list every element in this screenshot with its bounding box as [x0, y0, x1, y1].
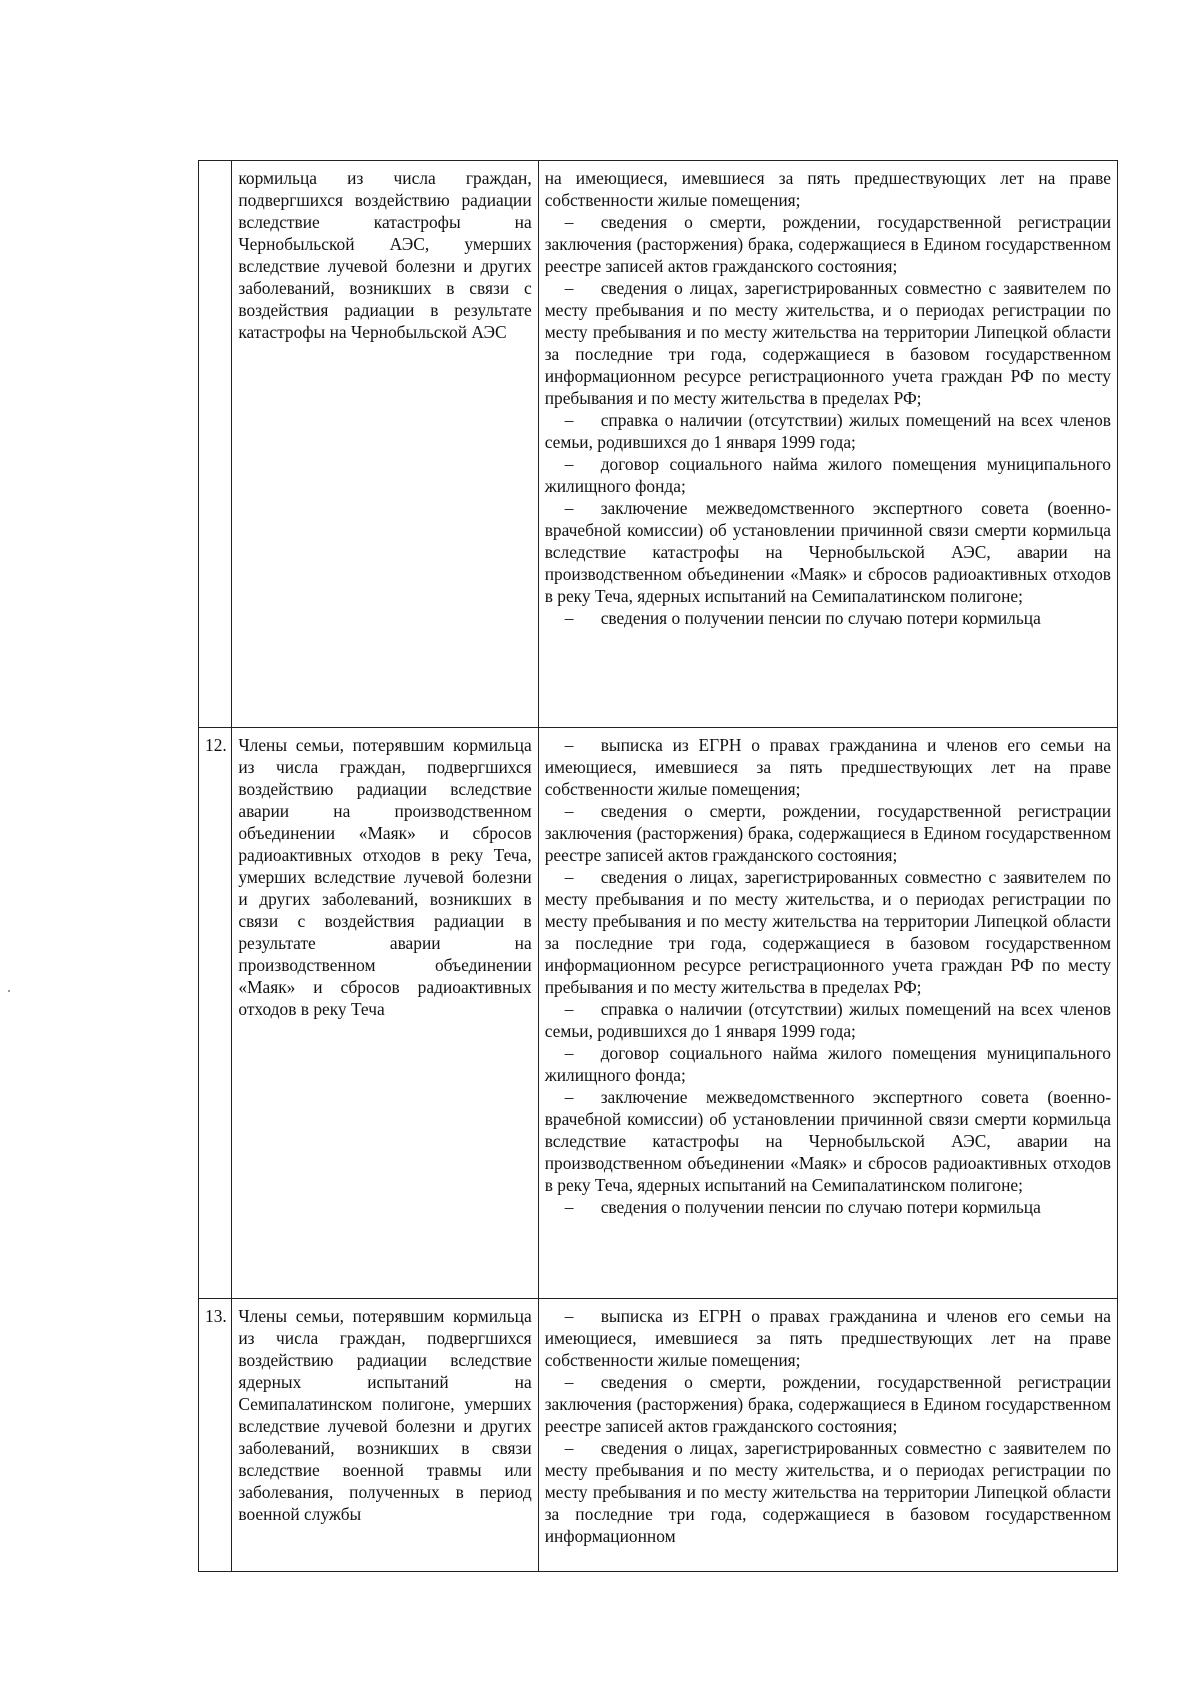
document-item — [545, 1437, 1111, 1547]
dash-marker: – — [564, 608, 574, 628]
document-item-text: сведения о получении пенсии по случаю потери кормильца — [600, 1197, 1041, 1217]
document-item — [545, 1196, 1111, 1218]
document-item-text: выписка из ЕГРН о правах гражданина и членов его семьи на имеющиеся, имевшиеся за пять предшествующих лет на праве собственности жилые помещения; — [544, 1306, 1111, 1370]
scan-speck — [8, 990, 10, 992]
document-item-text: сведения о лицах, зарегистрированных совместно с заявителем по месту пребывания и по месту жительства, и о периодах регистрации по месту пребывания и по месту жительства на территории Липецкой области за последние три года, содержащиеся в базовом государственном информационном — [544, 1438, 1111, 1546]
document-item-text: заключение межведомственного экспертного совета (военно-врачебной комиссии) об установлении причинной связи смерти кормильца вследствие катастрофы на Чернобыльской АЭС, аварии на производственном объединении «Маяк» и сбросов радиоактивных отходов в реку Теча, ядерных испытаний на Семипалатинском полигоне; — [544, 1087, 1111, 1195]
document-item-text: сведения о получении пенсии по случаю потери кормильца — [600, 608, 1041, 628]
document-item-text: справка о наличии (отсутствии) жилых помещений на всех членов семьи, родившихся до 1 января 1999 года; — [544, 999, 1111, 1041]
document-item — [545, 1371, 1111, 1437]
category-text: кормильца из числа граждан, подвергшихся воздействию радиации вследствие катастрофы на Чернобыльской АЭС, умерших вследствие лучевой болезни и других заболеваний, возникших в связи с воздействия радиации в результате катастрофы на Чернобыльской АЭС — [238, 168, 532, 342]
documents-cell — [538, 161, 1117, 728]
document-item-text: договор социального найма жилого помещения муниципального жилищного фонда; — [544, 1043, 1111, 1085]
table-row — [199, 161, 1118, 728]
category-cell — [232, 161, 538, 728]
documents-table-body — [199, 161, 1118, 1572]
document-item — [545, 453, 1111, 497]
dash-marker: – — [564, 801, 574, 821]
document-item — [545, 866, 1111, 998]
dash-marker: – — [564, 410, 574, 430]
document-item — [545, 734, 1111, 800]
category-cell — [232, 728, 538, 1299]
document-item — [545, 409, 1111, 453]
dash-marker: – — [564, 867, 574, 887]
table-row — [199, 728, 1118, 1299]
dash-marker: – — [564, 1043, 574, 1063]
documents-table — [198, 160, 1118, 1572]
document-item — [545, 277, 1111, 409]
category-text: Члены семьи, потерявшим кормильца из числа граждан, подвергшихся воздействию радиации вследствие ядерных испытаний на Семипалатинском полигоне, умерших вследствие лучевой болезни и других заболеваний, возникших в связи вследствие военной травмы или заболевания, полученных в период военной службы — [238, 1306, 532, 1524]
dash-marker: – — [564, 278, 574, 298]
document-item-continued: на имеющиеся, имевшиеся за пять предшествующих лет на праве собственности жилые помещения; — [544, 168, 1111, 210]
dash-marker: – — [564, 1087, 574, 1107]
table-row — [199, 1299, 1118, 1572]
documents-cell — [538, 728, 1117, 1299]
document-item-text: справка о наличии (отсутствии) жилых помещений на всех членов семьи, родившихся до 1 января 1999 года; — [544, 410, 1111, 452]
dash-marker: – — [564, 735, 574, 755]
document-item — [545, 211, 1111, 277]
document-item — [545, 1305, 1111, 1371]
document-item — [545, 607, 1111, 629]
document-item-text: сведения о лицах, зарегистрированных совместно с заявителем по месту пребывания и по месту жительства, и о периодах регистрации по месту пребывания и по месту жительства на территории Липецкой области за последние три года, содержащиеся в базовом государственном информационном ресурсе регистрационного учета граждан РФ по месту пребывания и по месту жительства в пределах РФ; — [544, 867, 1111, 997]
row-number: 12. — [199, 728, 232, 1299]
document-item — [545, 1042, 1111, 1086]
dash-marker: – — [564, 498, 574, 518]
document-item-text: сведения о лицах, зарегистрированных совместно с заявителем по месту пребывания и по месту жительства, и о периодах регистрации по месту пребывания и по месту жительства на территории Липецкой области за последние три года, содержащиеся в базовом государственном информационном ресурсе регистрационного учета граждан РФ по месту пребывания и по месту жительства в пределах РФ; — [544, 278, 1111, 408]
document-item-text: договор социального найма жилого помещения муниципального жилищного фонда; — [544, 454, 1111, 496]
category-text: Члены семьи, потерявшим кормильца из числа граждан, подвергшихся воздействию радиации вследствие аварии на производственном объединении «Маяк» и сбросов радиоактивных отходов в реку Теча, умерших вследствие лучевой болезни и других заболеваний, возникших в связи с воздействия радиации в результате аварии на производственном объединении «Маяк» и сбросов радиоактивных отходов в реку Теча — [238, 735, 532, 1019]
dash-marker: – — [564, 1306, 574, 1326]
document-item — [545, 1086, 1111, 1196]
document-item — [545, 998, 1111, 1042]
dash-marker: – — [564, 1438, 574, 1458]
dash-marker: – — [564, 1197, 574, 1217]
document-item-text: выписка из ЕГРН о правах гражданина и членов его семьи на имеющиеся, имевшиеся за пять предшествующих лет на праве собственности жилые помещения; — [544, 735, 1111, 799]
document-item-text: сведения о смерти, рождении, государственной регистрации заключения (расторжения) брака, содержащиеся в Едином государственном реестре записей актов гражданского состояния; — [544, 212, 1111, 276]
document-item-text: сведения о смерти, рождении, государственной регистрации заключения (расторжения) брака, содержащиеся в Едином государственном реестре записей актов гражданского состояния; — [544, 801, 1111, 865]
dash-marker: – — [564, 999, 574, 1019]
row-number: 13. — [199, 1299, 232, 1572]
document-item-text: заключение межведомственного экспертного совета (военно-врачебной комиссии) об установлении причинной связи смерти кормильца вследствие катастрофы на Чернобыльской АЭС, аварии на производственном объединении «Маяк» и сбросов радиоактивных отходов в реку Теча, ядерных испытаний на Семипалатинском полигоне; — [544, 498, 1111, 606]
dash-marker: – — [564, 212, 574, 232]
document-item — [545, 800, 1111, 866]
document-item-text: сведения о смерти, рождении, государственной регистрации заключения (расторжения) брака, содержащиеся в Едином государственном реестре записей актов гражданского состояния; — [544, 1372, 1111, 1436]
row-number — [199, 161, 232, 728]
documents-cell — [538, 1299, 1117, 1572]
dash-marker: – — [564, 1372, 574, 1392]
dash-marker: – — [564, 454, 574, 474]
document-item — [545, 497, 1111, 607]
category-cell — [232, 1299, 538, 1572]
